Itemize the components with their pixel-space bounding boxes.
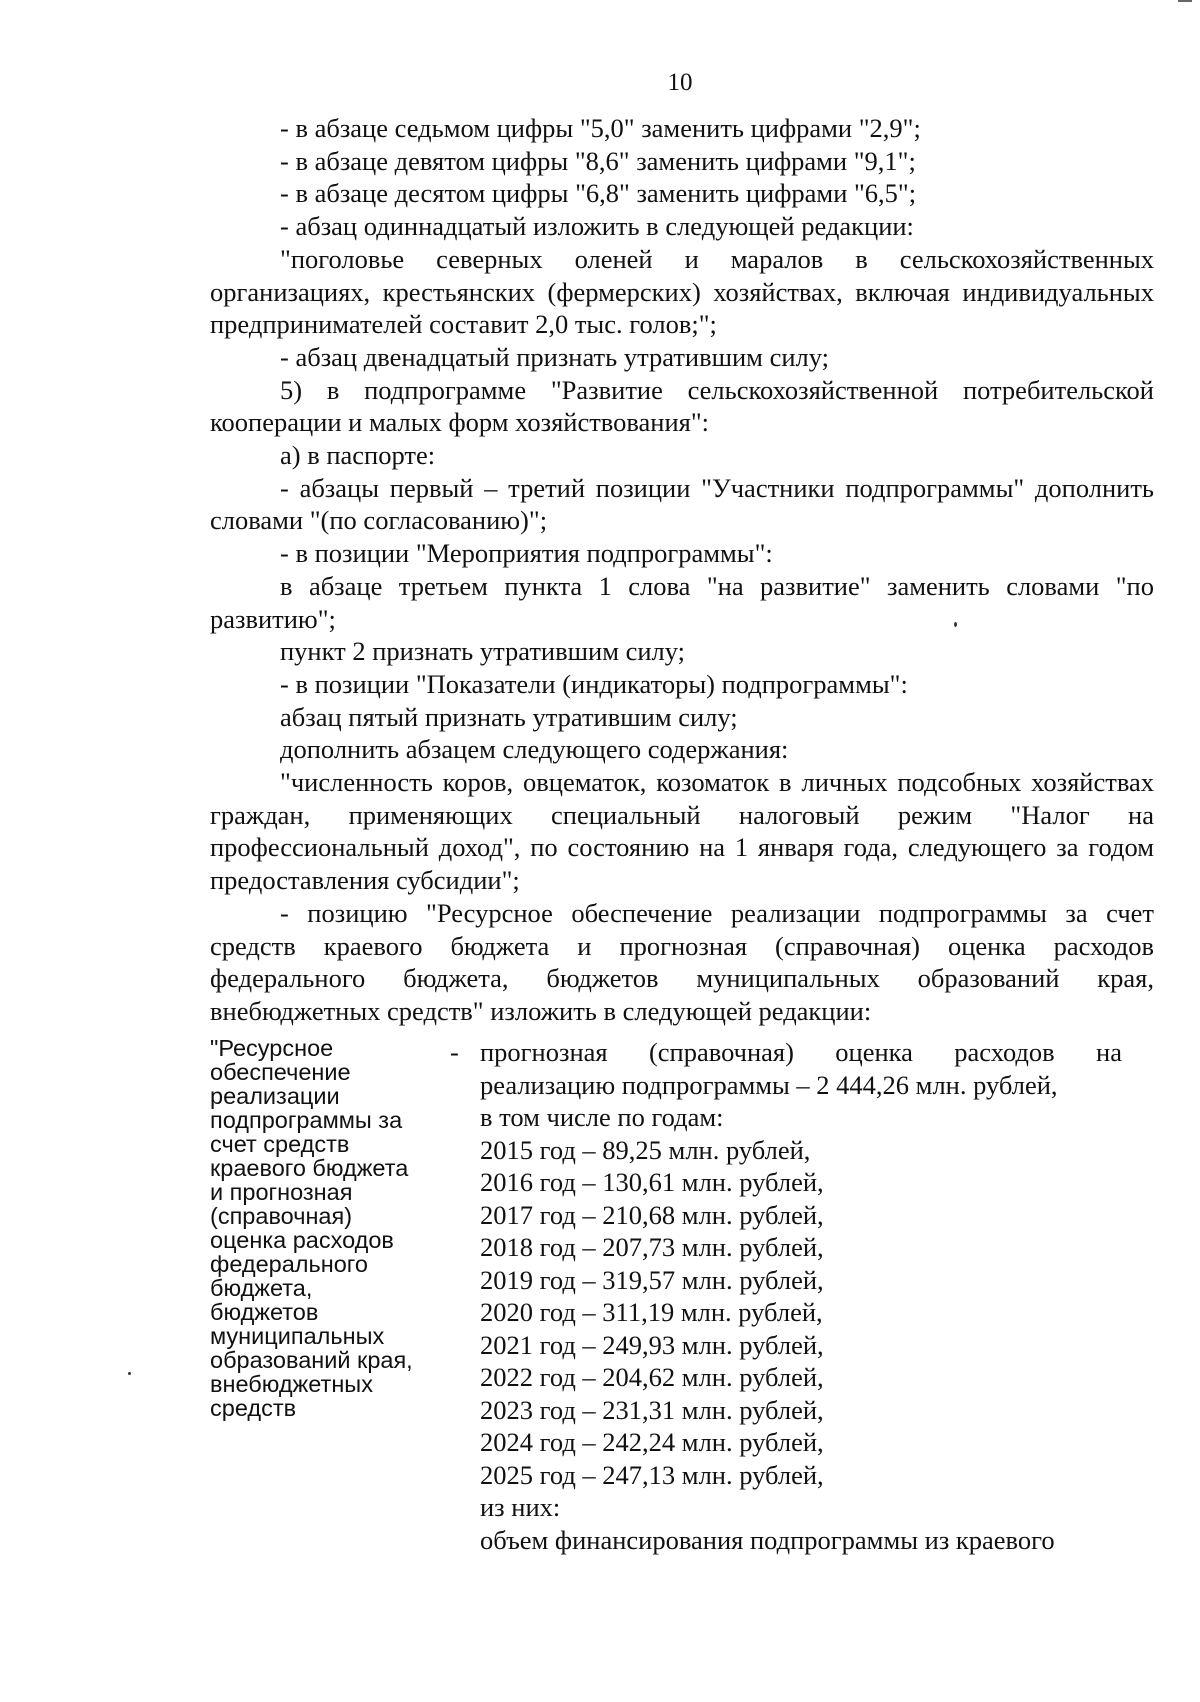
label-line: обеспечение: [210, 1059, 351, 1085]
value-line: реализацию подпрограммы – 2 444,26 млн. рублей,: [480, 1069, 1058, 1100]
value-line: 2016 год – 130,61 млн. рублей,: [480, 1167, 824, 1197]
value-line: 2024 год – 242,24 млн. рублей,: [480, 1427, 824, 1457]
value-line: прогнозная (справочная) оценка расходов на: [480, 1037, 1122, 1067]
label-line: муниципальных: [210, 1323, 385, 1349]
value-line: в том числе по годам:: [480, 1102, 724, 1132]
paragraph: в абзаце третьем пункта 1 слова "на развитие" заменить словами "по развитию";: [210, 570, 1154, 634]
scan-corner-mark: [1178, 0, 1192, 2]
value-line: 2017 год – 210,68 млн. рублей,: [480, 1199, 824, 1230]
label-line: оценка расходов: [210, 1227, 394, 1253]
label-line: "Ресурсное: [210, 1035, 334, 1061]
paragraph: - в абзаце седьмом цифры "5,0" заменить цифрами "2,9";: [280, 113, 921, 143]
value-line: 2018 год – 207,73 млн. рублей,: [480, 1232, 824, 1262]
value-line: 2019 год – 319,57 млн. рублей,: [480, 1264, 824, 1295]
label-line: федерального: [210, 1251, 368, 1277]
label-line: образований края,: [210, 1347, 413, 1373]
paragraph: - в абзаце десятом цифры "6,8" заменить цифрами "6,5";: [280, 178, 917, 209]
value-line: 2023 год – 231,31 млн. рублей,: [480, 1394, 824, 1425]
value-line: 2021 год – 249,93 млн. рублей,: [480, 1329, 824, 1360]
value-line: 2020 год – 311,19 млн. рублей,: [480, 1297, 823, 1327]
paragraph: пункт 2 признать утратившим силу;: [280, 636, 686, 667]
paragraph: абзац пятый признать утратившим силу;: [280, 701, 738, 732]
paragraph: - в позиции "Показатели (индикаторы) подпрограммы":: [280, 668, 908, 699]
label-line: средств: [210, 1395, 297, 1421]
resource-table: [210, 1036, 1154, 1576]
paragraph: "численность коров, овцематок, козоматок в личных подсобных хозяйствах граждан, применяющих специальный налоговый режим "Налог на профессиональный доход", по состоянию на 1 января года, следующего за годом предоставления субсидии";: [210, 767, 1154, 896]
paragraph: 5) в подпрограмме "Развитие сельскохозяйственной потребительской кооперации и малых форм хозяйствования":: [210, 374, 1154, 438]
scan-speck: [954, 622, 957, 627]
page-number: 10: [667, 69, 693, 96]
paragraph: "поголовье северных оленей и маралов в сельскохозяйственных организациях, крестьянских (фермерских) хозяйствах, включая индивидуальных предпринимателей составит 2,0 тыс. голов;";: [210, 243, 1154, 340]
value-line: объем финансирования подпрограммы из краевого: [480, 1524, 1055, 1555]
label-line: краевого бюджета: [210, 1155, 409, 1181]
body-text: [210, 112, 1154, 1028]
paragraph: - абзац одиннадцатый изложить в следующей редакции:: [280, 211, 914, 242]
value-line: из них:: [480, 1492, 561, 1522]
label-line: счет средств: [210, 1131, 350, 1157]
table-dash: -: [450, 1037, 459, 1067]
label-line: бюджетов: [210, 1299, 319, 1325]
paragraph: а) в паспорте:: [280, 440, 436, 471]
value-line: 2015 год – 89,25 млн. рублей,: [480, 1134, 811, 1165]
label-line: реализации: [210, 1083, 340, 1109]
paragraph: дополнить абзацем следующего содержания:: [280, 734, 789, 765]
label-line: (справочная): [210, 1203, 353, 1229]
label-line: и прогнозная: [210, 1179, 353, 1205]
paragraph: - в позиции "Мероприятия подпрограммы":: [280, 538, 773, 569]
table-label-cell: [210, 1036, 442, 1420]
label-line: внебюджетных: [210, 1371, 373, 1397]
label-line: бюджета,: [210, 1275, 313, 1301]
scan-speck: [128, 1372, 131, 1375]
value-line: 2022 год – 204,62 млн. рублей,: [480, 1362, 824, 1392]
paragraph: - позицию "Ресурсное обеспечение реализации подпрограммы за счет средств краевого бюджета и прогнозная (справочная) оценка расходов федерального бюджета, бюджетов муниципальных образований края, внебюджетных средств" изложить в следующей редакции:: [210, 897, 1154, 1026]
table-value-cell: [480, 1036, 1122, 1556]
paragraph: - абзац двенадцатый признать утратившим силу;: [280, 341, 830, 372]
paragraph: - в абзаце девятом цифры "8,6" заменить цифрами "9,1";: [280, 145, 916, 176]
label-line: подпрограммы за: [210, 1107, 403, 1133]
value-line: 2025 год – 247,13 млн. рублей,: [480, 1459, 824, 1490]
paragraph: - абзацы первый – третий позиции "Участники подпрограммы" дополнить словами "(по согласованию)";: [210, 472, 1154, 536]
